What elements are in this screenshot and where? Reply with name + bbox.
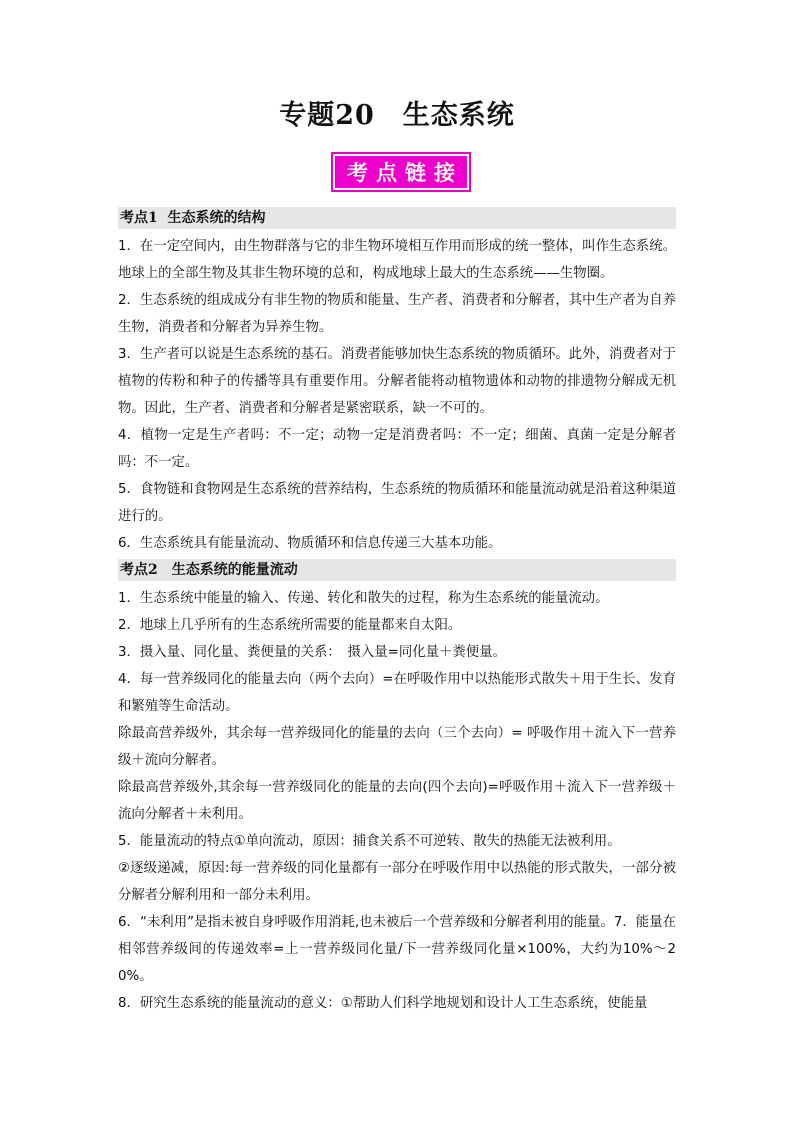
paragraph: 2．地球上几乎所有的生态系统所需要的能量都来自太阳。 [118, 618, 462, 633]
paragraph: 4．植物一定是生产者吗：不一定；动物一定是消费者吗：不一定；细菌、真菌一定是分解者吗：不一定。 [118, 428, 676, 470]
paragraph: 5．能量流动的特点①单向流动，原因：捕食关系不可逆转、散失的热能无法被利用。 [118, 834, 621, 849]
paragraph: 5．食物链和食物网是生态系统的营养结构，生态系统的物质循环和能量流动就是沿着这种渠道进行的。 [118, 482, 676, 524]
paragraph: 8．研究生态系统的能量流动的意义：①帮助人们科学地规划和设计人工生态系统，使能量 [118, 996, 648, 1011]
paragraph: 1．在一定空间内，由生物群落与它的非生物环境相互作用而形成的统一整体，叫作生态系统。地球上的全部生物及其非生物环境的总和，构成地球上最大的生态系统——生物圈。 [118, 239, 676, 281]
section-energy-flow [118, 559, 676, 1017]
paragraph: 3．摄入量、同化量、粪便量的关系： 摄入量=同化量＋粪便量。 [118, 645, 506, 660]
page-title: 专题20 生态系统 [279, 100, 515, 131]
section-heading: 考点2 生态系统的能量流动 [118, 559, 676, 581]
paragraph: ②逐级递减，原因:每一营养级的同化量都有一部分在呼吸作用中以热能的形式散失，一部分被分解者分解利用和一部分未利用。 [118, 861, 676, 903]
paragraph: 4．每一营养级同化的能量去向（两个去向）=在呼吸作用中以热能形式散失＋用于生长、发育和繁殖等生命活动。 [118, 672, 676, 714]
paragraph: 除最高营养级外,其余每一营养级同化的能量的去向(四个去向)=呼吸作用＋流入下一营养级＋流向分解者＋未利用。 [118, 780, 676, 822]
section-heading: 考点1 生态系统的结构 [118, 207, 676, 229]
paragraph: 6．生态系统具有能量流动、物质循环和信息传递三大基本功能。 [118, 536, 502, 551]
paragraph: 1．生态系统中能量的输入、传递、转化和散失的过程，称为生态系统的能量流动。 [118, 591, 609, 606]
section-structure [118, 207, 676, 557]
paragraph: 2．生态系统的组成成分有非生物的物质和能量、生产者、消费者和分解者，其中生产者为自养生物，消费者和分解者为异养生物。 [118, 293, 676, 335]
paragraph: 3．生产者可以说是生态系统的基石。消费者能够加快生态系统的物质循环。此外，消费者对于植物的传粉和种子的传播等具有重要作用。分解者能将动植物遗体和动物的排遗物分解成无机物。因此，生产者、消费者和分解者是紧密联系，缺一不可的。 [118, 347, 676, 416]
paragraph: 除最高营养级外，其余每一营养级同化的能量的去向（三个去向）= 呼吸作用＋流入下一营养级＋流向分解者。 [118, 726, 676, 768]
section-banner: 考点链接 [333, 154, 469, 190]
document-body [118, 205, 676, 1017]
paragraph: 6．“未利用”是指未被自身呼吸作用消耗,也未被后一个营养级和分解者利用的能量。7．能量在相邻营养级间的传递效率=上一营养级同化量/下一营养级同化量×100%，大约为10%～20%。 [118, 915, 676, 984]
